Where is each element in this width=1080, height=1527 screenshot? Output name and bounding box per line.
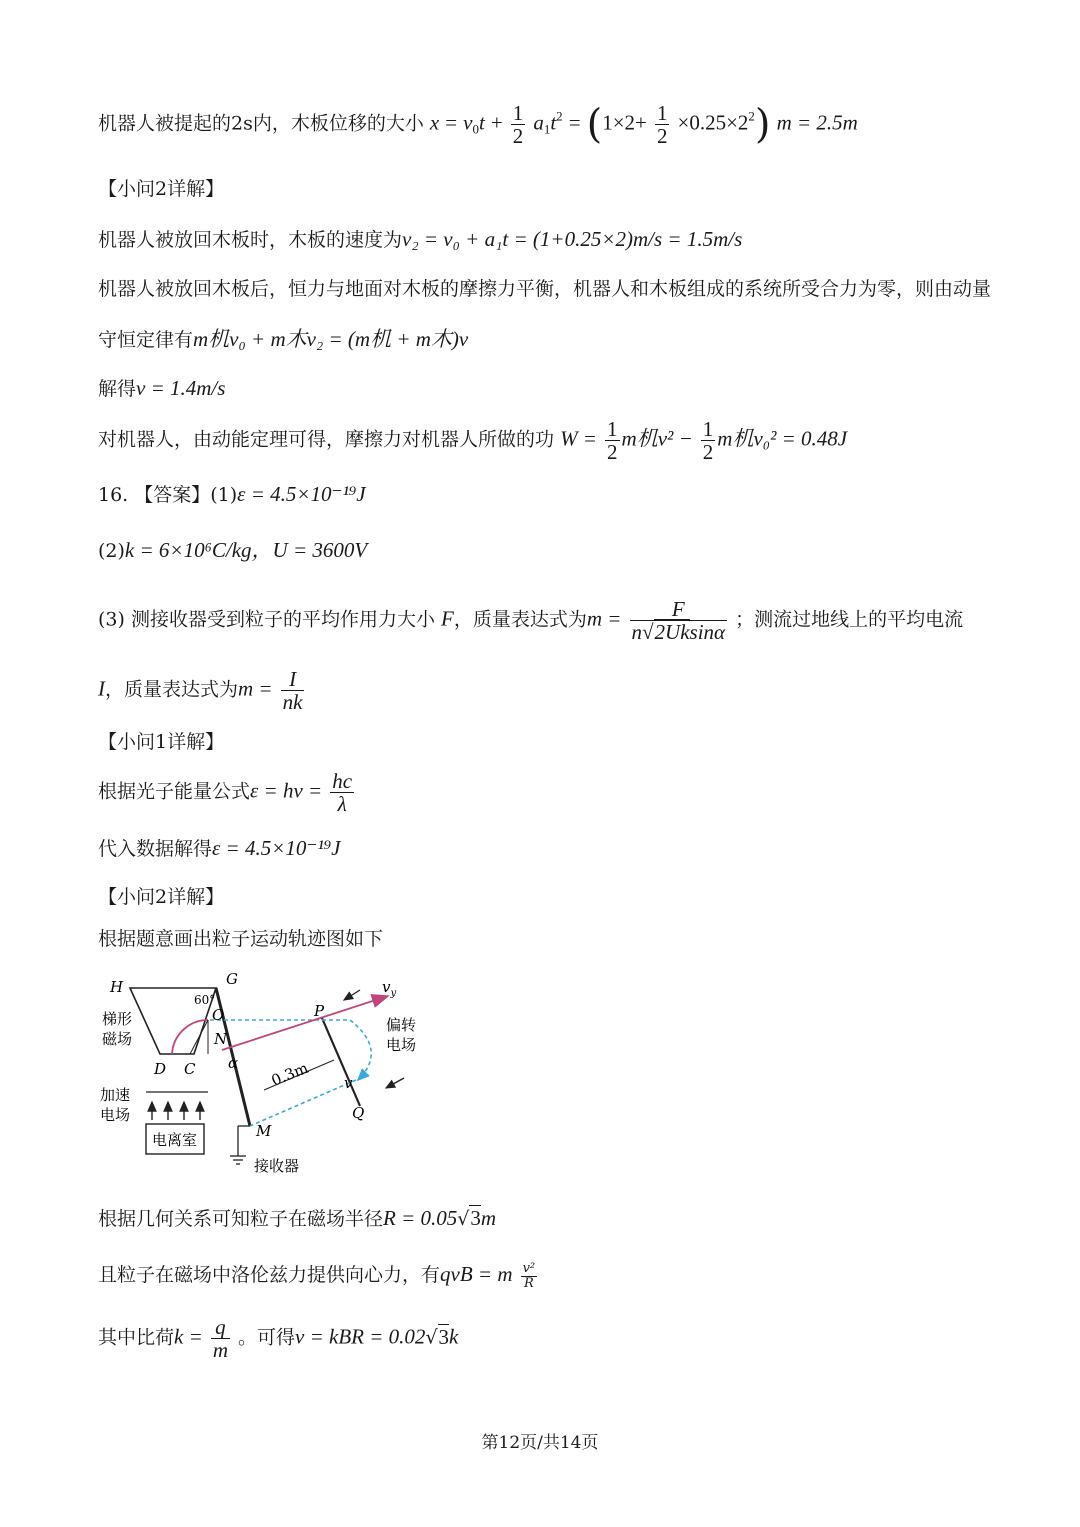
text-l1: 机器人被提起的2s内，木板位移的大小 [98,112,424,135]
label-deflection-field-2: 电场 [386,1036,417,1054]
frac-num: hc [332,769,353,793]
heading-subquestion-2b: 【小问2详解】 [98,886,225,908]
frac-den: n√2Uksinα [631,620,726,645]
text-p5: 且粒子在磁场中洛伦兹力提供向心力，有 [98,1264,441,1287]
math-sub0: 0 [472,121,479,137]
text-p6: 其中比荷 [98,1326,175,1349]
text-a16: 16. 【答案】(1) [98,484,238,506]
text-p2: 代入数据解得 [98,838,213,860]
frac-den: λ [337,792,347,817]
label-magnetic-field-2: 磁场 [102,1030,133,1048]
line-momentum-eq [98,329,468,350]
frac-num: 1 [656,101,668,125]
text-p4: 根据几何关系可知粒子在磁场半径 [98,1208,384,1230]
frac-num: 1 [607,417,618,441]
text-a16-4: ，质量表达式为 [105,678,239,701]
text-p1: 根据光子能量公式 [98,780,251,803]
line-answer-16-1 [98,484,366,505]
label-ion-room: 电离室 [152,1131,198,1149]
line-draw-path: 根据题意画出粒子运动轨迹图如下 [98,928,384,950]
frac-half-2 [655,102,670,147]
text-a16-3-end: ；测流过地线上的平均电流 [735,608,964,631]
math-p1: ε = hν = [250,778,323,803]
label-magnetic-field-1: 梯形 [102,1010,133,1028]
math-W: W = [560,426,597,451]
frac-num: 1 [702,417,714,441]
line-answer-16-3 [98,598,963,643]
line-answer-16-4 [98,668,306,713]
math-I: I [98,676,105,701]
math-eq: = [445,110,458,135]
label-D: D [154,1060,167,1078]
line-board-displacement [98,102,858,147]
frac-den: 2 [512,124,524,149]
heading-subquestion-1: 【小问1详解】 [98,731,225,753]
label-M: M [256,1122,272,1140]
label-receiver: 接收器 [254,1157,300,1175]
math-x: x [429,110,440,135]
math-rparen: ) [754,101,771,148]
line-charge-ratio: 其中比荷k = $\frac{q}{m}$ 。可得v = kBR = 0.02√3k [98,1315,459,1363]
label-angle: 60° [194,993,216,1007]
frac-half-4 [701,418,716,463]
text-l7: 对机器人，由动能定理可得，摩擦力对机器人所做的功 [98,428,555,451]
math-l5: m机v₀ + m木v₂ = (m机 + m木)v [193,327,469,351]
math-t: t [478,110,485,135]
math-p6-rad: 3 [438,1324,450,1349]
math-mid2sup: 2 [748,108,755,124]
label-Q: Q [352,1104,365,1122]
line-solve-v [98,378,225,399]
math-sup2: 2 [556,108,563,124]
label-v: v [344,1074,353,1092]
line-work [98,418,847,463]
frac-den: R [523,1275,534,1291]
text-a16-3-mid: ，质量表达式为 [453,608,587,631]
frac-mass-2 [281,668,305,713]
math-v0: v [463,110,473,135]
frac-num: 1 [512,101,524,125]
label-G: G [226,970,238,988]
math-mid2: ×0.25×2 [677,110,749,135]
math-R-unit: m [480,1206,497,1230]
math-a16-2: k = 6×10⁶C/kg，U = 3600V [124,538,368,562]
math-m2: m = [238,676,273,701]
math-F: F [441,606,454,631]
math-l6: v = 1.4m/s [136,376,226,400]
math-lparen: ( [586,101,603,148]
math-p5: qvB = m [440,1262,513,1287]
math-m1: m机v² − [621,426,693,451]
math-result: m = 2.5m [776,110,858,135]
frac-den: 2 [702,440,714,465]
frac-num: I [281,668,305,691]
label-O: O [212,1006,225,1024]
page-number: 第12页/共14页 [481,1433,599,1453]
line-lorentz [98,1262,539,1290]
math-k: k = [174,1324,203,1349]
label-H: H [110,978,124,996]
field-arrow-2 [386,1078,404,1088]
math-sub1: 1 [543,121,551,137]
math-a16: ε = 4.5×10⁻¹⁹J [237,482,366,506]
line-answer-16-2 [98,540,367,561]
text-a16-2: (2) [98,540,125,562]
line-momentum-explain: 机器人被放回木板后，恒力与地面对木板的摩擦力平衡，机器人和木板组成的系统所受合力为零，则由动量 [98,278,992,300]
frac-q-m [211,1316,230,1361]
frac-den: m [212,1338,228,1363]
label-accel-field-1: 加速 [100,1086,131,1104]
label-P: P [314,1002,325,1020]
label-deflection-field-1: 偏转 [386,1016,417,1034]
math-mid1: 1×2+ [602,110,647,135]
magnetic-arc [172,1020,208,1054]
math-l3: v₂ = v₀ + a₁t = (1+0.25×2)m/s = 1.5m/s [402,227,743,251]
math-t2: t [550,110,557,135]
field-arrow-1 [344,990,360,1000]
frac-mass-1 [630,598,728,643]
math-p6: v = kBR = 0.02 [295,1324,426,1349]
math-p2: ε = 4.5×10⁻¹⁹J [212,836,341,860]
label-alpha: α [228,1054,239,1072]
guide-line-oc [190,1020,208,1054]
text-l5: 守恒定律有 [98,329,194,351]
label-C: C [184,1060,196,1078]
math-R-rad: 3 [470,1206,481,1230]
label-distance: 0.3m [268,1058,311,1090]
dashed-to-receiver [250,1080,356,1126]
frac-den: 2 [607,440,618,465]
math-a: a [533,110,544,135]
label-N: N [214,1030,228,1048]
label-vy: $v_y$ [382,978,397,999]
text-p6-mid: 。可得 [238,1326,296,1349]
math-m2: m机v₀² = 0.48J [717,426,848,451]
den-n: n [631,620,642,645]
frac-den: 2 [656,124,668,149]
frac-half-1 [511,102,526,147]
den-rad: 2Uk [654,620,690,645]
label-accel-field-2: 电场 [100,1106,131,1124]
frac-num: q [211,1316,230,1339]
text-l6: 解得 [98,378,137,400]
frac-hc [330,770,354,815]
line-photon-energy [98,770,356,815]
frac-half-3 [605,418,620,463]
heading-subquestion-2a: 【小问2详解】 [98,178,225,200]
line-substitute [98,838,340,859]
math-eq2: = [568,110,581,135]
particle-trajectory-diagram [98,968,438,1178]
frac-num: F [630,598,728,621]
frac-den: nk [282,690,303,715]
dashed-deflection-arc [350,1020,371,1080]
velocity-arrow [222,996,388,1050]
frac-v2-R [521,1262,538,1290]
frac-num: v² [522,1261,536,1276]
math-p6-k: k [449,1324,459,1349]
math-R: R = 0.05 [383,1206,458,1230]
text-l3: 机器人被放回木板时，木板的速度为 [98,229,403,251]
math-m: m = [586,606,622,631]
text-a16-3: (3) 测接收器受到粒子的平均作用力大小 [98,608,435,631]
line-board-velocity [98,229,742,250]
math-plus: + [490,110,503,135]
den-end: sinα [689,620,726,645]
line-radius: 根据几何关系可知粒子在磁场半径R = 0.05√3m [98,1206,497,1230]
